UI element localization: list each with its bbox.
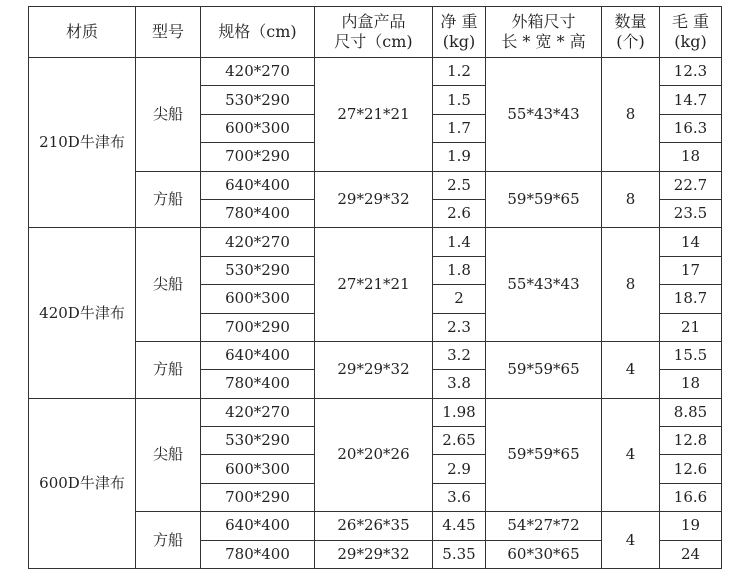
- net-weight-cell: 1.98: [433, 398, 486, 426]
- header-gross-weight-line1: 毛 重: [671, 12, 710, 31]
- gross-weight-cell: 19: [660, 512, 722, 540]
- net-weight-cell: 2.6: [433, 199, 486, 227]
- quantity-cell: 4: [602, 512, 660, 569]
- net-weight-cell: 1.4: [433, 228, 486, 256]
- spec-table-container: [28, 6, 722, 569]
- spec-cell: 700*290: [201, 313, 315, 341]
- net-weight-cell: 1.2: [433, 58, 486, 86]
- net-weight-cell: 2.5: [433, 171, 486, 199]
- gross-weight-cell: 12.8: [660, 427, 722, 455]
- spec-cell: 420*270: [201, 228, 315, 256]
- spec-cell: 700*290: [201, 143, 315, 171]
- outer-box-cell: 60*30*65: [486, 540, 602, 568]
- outer-box-cell: 59*59*65: [486, 398, 602, 512]
- inner-box-cell: 20*20*26: [315, 398, 433, 512]
- gross-weight-cell: 8.85: [660, 398, 722, 426]
- net-weight-cell: 2.3: [433, 313, 486, 341]
- spec-cell: 530*290: [201, 86, 315, 114]
- header-quantity-line2: (个): [616, 32, 645, 51]
- quantity-cell: 4: [602, 341, 660, 398]
- gross-weight-cell: 18: [660, 143, 722, 171]
- spec-cell: 420*270: [201, 58, 315, 86]
- material-cell: 210D牛津布: [29, 58, 136, 228]
- model-cell: 方船: [136, 341, 201, 398]
- spec-cell: 780*400: [201, 199, 315, 227]
- gross-weight-cell: 14.7: [660, 86, 722, 114]
- header-inner-box-line2: 尺寸（cm): [334, 32, 413, 51]
- gross-weight-cell: 22.7: [660, 171, 722, 199]
- header-row: [29, 7, 722, 58]
- quantity-cell: 8: [602, 228, 660, 342]
- gross-weight-cell: 21: [660, 313, 722, 341]
- gross-weight-cell: 15.5: [660, 341, 722, 369]
- spec-cell: 600*300: [201, 285, 315, 313]
- net-weight-cell: 5.35: [433, 540, 486, 568]
- net-weight-cell: 2.65: [433, 427, 486, 455]
- header-model: 型号: [136, 7, 201, 58]
- material-cell: 600D牛津布: [29, 398, 136, 568]
- table-row: [29, 398, 722, 426]
- spec-cell: 780*400: [201, 370, 315, 398]
- net-weight-cell: 4.45: [433, 512, 486, 540]
- header-quantity-line1: 数量: [614, 12, 647, 31]
- inner-box-cell: 26*26*35: [315, 512, 433, 540]
- spec-cell: 420*270: [201, 398, 315, 426]
- spec-cell: 530*290: [201, 256, 315, 284]
- header-net-weight-line2: (kg): [442, 32, 476, 51]
- outer-box-cell: 54*27*72: [486, 512, 602, 540]
- material-cell: 420D牛津布: [29, 228, 136, 398]
- gross-weight-cell: 18: [660, 370, 722, 398]
- spec-cell: 700*290: [201, 483, 315, 511]
- table-row: [29, 58, 722, 86]
- header-quantity: [602, 7, 660, 58]
- header-outer-box-line1: 外箱尺寸: [511, 12, 576, 31]
- header-outer-box-line2: 长 * 宽 * 高: [501, 32, 586, 51]
- outer-box-cell: 59*59*65: [486, 341, 602, 398]
- header-net-weight-line1: 净 重: [440, 12, 478, 31]
- spec-cell: 600*300: [201, 455, 315, 483]
- spec-cell: 640*400: [201, 341, 315, 369]
- model-cell: 方船: [136, 171, 201, 228]
- header-spec: 规格（cm): [201, 7, 315, 58]
- net-weight-cell: 1.9: [433, 143, 486, 171]
- gross-weight-cell: 14: [660, 228, 722, 256]
- model-cell: 尖船: [136, 228, 201, 342]
- net-weight-cell: 1.5: [433, 86, 486, 114]
- quantity-cell: 4: [602, 398, 660, 512]
- inner-box-cell: 27*21*21: [315, 228, 433, 342]
- quantity-cell: 8: [602, 171, 660, 228]
- spec-cell: 640*400: [201, 171, 315, 199]
- gross-weight-cell: 12.6: [660, 455, 722, 483]
- net-weight-cell: 2.9: [433, 455, 486, 483]
- gross-weight-cell: 23.5: [660, 199, 722, 227]
- outer-box-cell: 59*59*65: [486, 171, 602, 228]
- net-weight-cell: 3.8: [433, 370, 486, 398]
- spec-cell: 600*300: [201, 114, 315, 142]
- header-inner-box: [315, 7, 433, 58]
- quantity-cell: 8: [602, 58, 660, 172]
- model-cell: 尖船: [136, 58, 201, 172]
- model-cell: 方船: [136, 512, 201, 569]
- inner-box-cell: 29*29*32: [315, 171, 433, 228]
- spec-cell: 640*400: [201, 512, 315, 540]
- gross-weight-cell: 24: [660, 540, 722, 568]
- header-material: 材质: [29, 7, 136, 58]
- inner-box-cell: 29*29*32: [315, 341, 433, 398]
- net-weight-cell: 1.7: [433, 114, 486, 142]
- gross-weight-cell: 16.3: [660, 114, 722, 142]
- spec-table: [28, 6, 722, 569]
- header-outer-box: [486, 7, 602, 58]
- outer-box-cell: 55*43*43: [486, 58, 602, 172]
- gross-weight-cell: 17: [660, 256, 722, 284]
- outer-box-cell: 55*43*43: [486, 228, 602, 342]
- header-inner-box-line1: 内盒产品: [341, 12, 406, 31]
- inner-box-cell: 29*29*32: [315, 540, 433, 568]
- gross-weight-cell: 18.7: [660, 285, 722, 313]
- header-net-weight: [433, 7, 486, 58]
- inner-box-cell: 27*21*21: [315, 58, 433, 172]
- header-gross-weight-line2: (kg): [674, 32, 707, 51]
- header-gross-weight: [660, 7, 722, 58]
- net-weight-cell: 3.6: [433, 483, 486, 511]
- net-weight-cell: 1.8: [433, 256, 486, 284]
- table-row: [29, 228, 722, 256]
- gross-weight-cell: 12.3: [660, 58, 722, 86]
- gross-weight-cell: 16.6: [660, 483, 722, 511]
- model-cell: 尖船: [136, 398, 201, 512]
- net-weight-cell: 3.2: [433, 341, 486, 369]
- spec-cell: 530*290: [201, 427, 315, 455]
- net-weight-cell: 2: [433, 285, 486, 313]
- spec-cell: 780*400: [201, 540, 315, 568]
